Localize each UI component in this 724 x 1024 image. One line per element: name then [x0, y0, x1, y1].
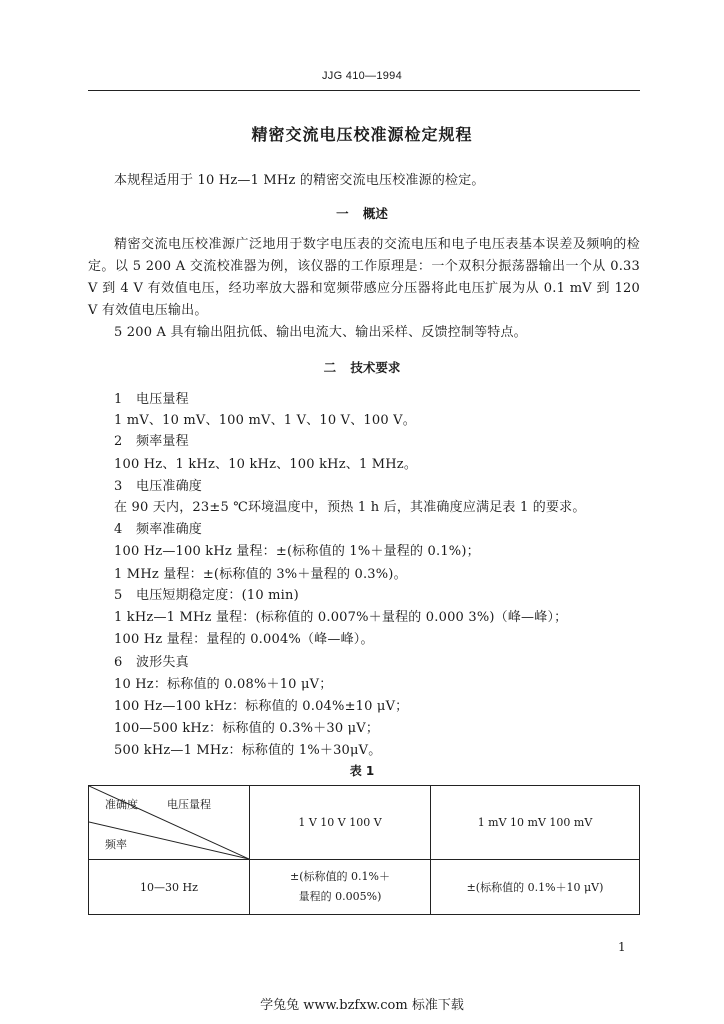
table-header-cell: 1 mV 10 mV 100 mV — [431, 786, 640, 860]
footer-watermark: 学兔兔 www.bzfxw.com 标准下载 — [260, 998, 464, 1013]
item-1-line: 1 mV、10 mV、100 mV、1 V、10 V、100 V。 — [114, 413, 416, 428]
table-row — [89, 860, 640, 915]
table-caption: 表 1 — [349, 764, 375, 778]
item-number: 3 — [114, 479, 123, 494]
table-cell-line: 量程的 0.005%) — [298, 890, 382, 903]
page-header-code: JJG 410—1994 — [321, 70, 403, 82]
item-3-heading — [114, 478, 202, 496]
item-number: 6 — [114, 655, 123, 670]
item-number: 4 — [114, 522, 123, 537]
item-2-line: 100 Hz、1 kHz、10 kHz、100 kHz、1 MHz。 — [114, 457, 418, 472]
header-rule — [88, 90, 640, 91]
item-6-line-2: 100 Hz—100 kHz：标称值的 0.04%±10 μV； — [114, 699, 409, 714]
section-heading-overview: 一 概述 — [336, 206, 388, 221]
item-6-line-3: 100—500 kHz：标称值的 0.3%＋30 μV； — [114, 721, 380, 736]
table-cell: ±(标称值的 0.1%＋10 μV) — [431, 860, 640, 915]
item-4-line-2: 1 MHz 量程：±(标称值的 3%＋量程的 0.3%)。 — [114, 567, 407, 582]
page-number: 1 — [618, 940, 626, 954]
section-heading-requirements: 二 技术要求 — [323, 360, 401, 375]
table-cell — [250, 860, 431, 915]
document-title: 精密交流电压校准源检定规程 — [251, 125, 473, 144]
item-title: 电压准确度 — [136, 479, 203, 494]
corner-frequency-label: 频率 — [105, 838, 127, 851]
accuracy-table — [88, 785, 640, 915]
table-cell-line: ±(标称值的 0.1%＋ — [290, 870, 390, 883]
table-row-label: 10—30 Hz — [89, 860, 250, 915]
item-title: 电压量程 — [136, 392, 189, 407]
item-6-line-1: 10 Hz：标称值的 0.08%＋10 μV； — [114, 677, 333, 692]
item-3-line: 在 90 天内，23±5 ℃环境温度中，预热 1 h 后，其准确度应满足表 1 的要求。 — [114, 500, 586, 515]
corner-accuracy-label: 准确度 — [105, 798, 138, 811]
corner-range-label: 电压量程 — [167, 798, 211, 811]
item-5-line-1: 1 kHz—1 MHz 量程：(标称值的 0.007%＋量程的 0.000 3%)（峰—峰）； — [114, 610, 568, 625]
item-title: 频率准确度 — [136, 522, 203, 537]
item-number: 2 — [114, 434, 123, 449]
table-row — [89, 786, 640, 860]
item-title: 频率量程 — [136, 434, 189, 449]
table-corner-cell — [89, 786, 250, 860]
item-2-heading — [114, 433, 189, 451]
table-header-cell: 1 V 10 V 100 V — [250, 786, 431, 860]
item-1-heading — [114, 391, 189, 409]
item-6-heading — [114, 654, 189, 672]
overview-paragraph-2: 5 200 A 具有输出阻抗低、输出电流大、输出采样、反馈控制等特点。 — [114, 325, 527, 340]
intro-paragraph: 本规程适用于 10 Hz—1 MHz 的精密交流电压校准源的检定。 — [114, 173, 485, 188]
item-number: 5 — [114, 588, 123, 603]
item-number: 1 — [114, 392, 123, 407]
item-title: 电压短期稳定度：(10 min) — [136, 588, 299, 603]
overview-paragraph: 精密交流电压校准源广泛地用于数字电压表的交流电压和电子电压表基本误差及频响的检定。以 5 200 A 交流校准器为例，该仪器的工作原理是：一个双积分振荡器输出一个从 0.33 V 到 4 V 有效值电压，经功率放大器和宽频带感应分压器将此电压扩展为从 0.1 mV 到 120 V 有效值电压输出。 — [88, 237, 640, 318]
item-4-heading — [114, 521, 202, 539]
item-title: 波形失真 — [136, 655, 189, 670]
item-5-heading — [114, 587, 299, 605]
item-6-line-4: 500 kHz—1 MHz：标称值的 1%＋30μV。 — [114, 743, 382, 758]
item-4-line-1: 100 Hz—100 kHz 量程：±(标称值的 1%＋量程的 0.1%)； — [114, 544, 480, 559]
item-5-line-2: 100 Hz 量程：量程的 0.004%（峰—峰）。 — [114, 632, 374, 647]
